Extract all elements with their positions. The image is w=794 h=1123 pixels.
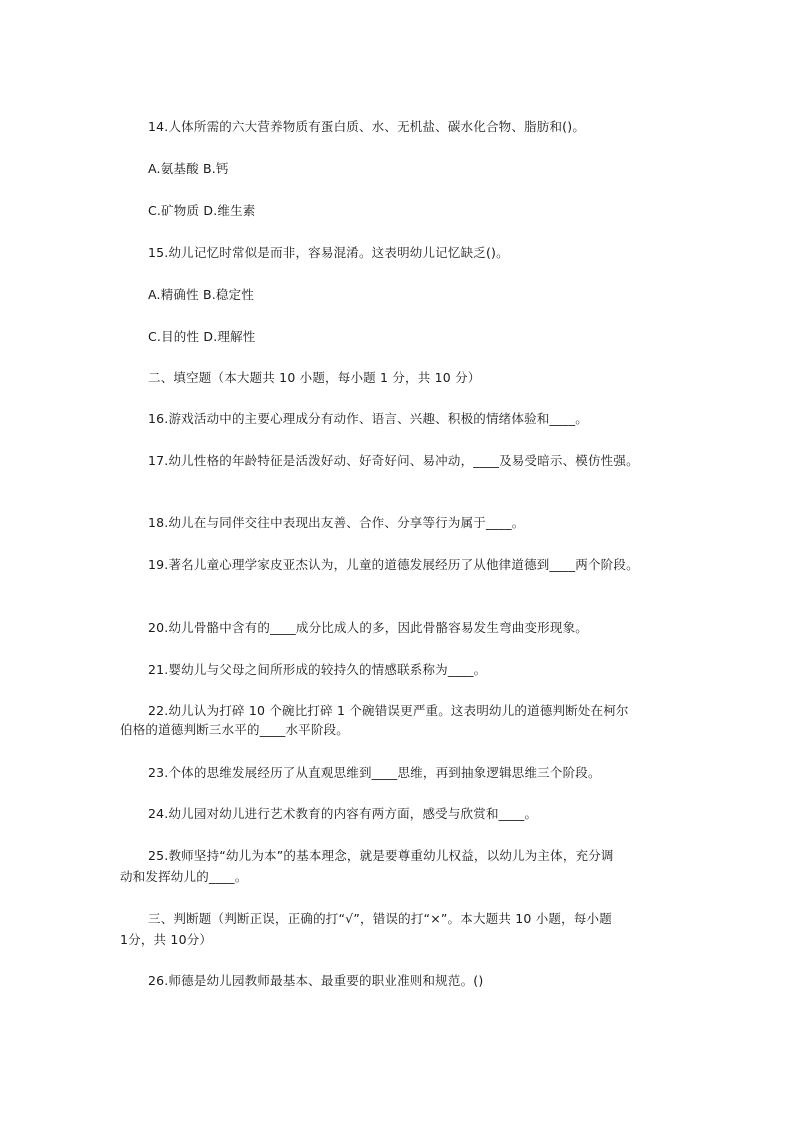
question-14-stem: 14.人体所需的六大营养物质有蛋白质、水、无机盐、碳水化合物、脂肪和()。 [148, 119, 586, 134]
question-18: 18.幼儿在与同伴交往中表现出友善、合作、分享等行为属于____。 [148, 515, 525, 530]
question-15-options-cd: C.目的性 D.理解性 [148, 329, 256, 344]
question-14-options-ab: A.氨基酸 B.钙 [148, 161, 229, 176]
question-23: 23.个体的思维发展经历了从直观思维到____思维，再到抽象逻辑思维三个阶段。 [148, 765, 601, 780]
question-16: 16.游戏活动中的主要心理成分有动作、语言、兴趣、积极的情绪体验和____。 [148, 411, 588, 426]
question-24: 24.幼儿园对幼儿进行艺术教育的内容有两方面，感受与欣赏和____。 [148, 806, 538, 821]
question-19: 19.著名儿童心理学家皮亚杰认为，儿童的道德发展经历了从他律道德到____两个阶段。 [148, 557, 639, 572]
question-17: 17.幼儿性格的年龄特征是活泼好动、好奇好问、易冲动，____及易受暗示、模仿性强。 [148, 453, 639, 468]
question-20: 20.幼儿骨骼中含有的____成分比成人的多，因此骨骼容易发生弯曲变形现象。 [148, 620, 588, 635]
question-26: 26.师德是幼儿园教师最基本、最重要的职业准则和规范。() [148, 973, 484, 988]
question-25-line-2: 动和发挥幼儿的____。 [120, 869, 248, 884]
section-3-heading-line-1: 三、判断题（判断正误，正确的打“√”，错误的打“×”。本大题共 10 小题，每小题 [148, 911, 612, 926]
question-15-stem: 15.幼儿记忆时常似是而非，容易混淆。这表明幼儿记忆缺乏()。 [148, 245, 509, 260]
question-25-line-1: 25.教师坚持“幼儿为本”的基本理念，就是要尊重幼儿权益，以幼儿为主体，充分调 [148, 848, 614, 863]
question-22-line-2: 伯格的道德判断三水平的____水平阶段。 [120, 722, 350, 737]
section-2-heading: 二、填空题（本大题共 10 小题，每小题 1 分，共 10 分） [148, 370, 481, 385]
question-21: 21.婴幼儿与父母之间所形成的较持久的情感联系称为____。 [148, 662, 487, 677]
question-14-options-cd: C.矿物质 D.维生素 [148, 203, 256, 218]
question-15-options-ab: A.精确性 B.稳定性 [148, 287, 255, 302]
section-3-heading-line-2: 1分，共 10分） [120, 932, 213, 947]
question-22-line-1: 22.幼儿认为打碎 10 个碗比打碎 1 个碗错误更严重。这表明幼儿的道德判断处在柯尔 [148, 703, 629, 718]
